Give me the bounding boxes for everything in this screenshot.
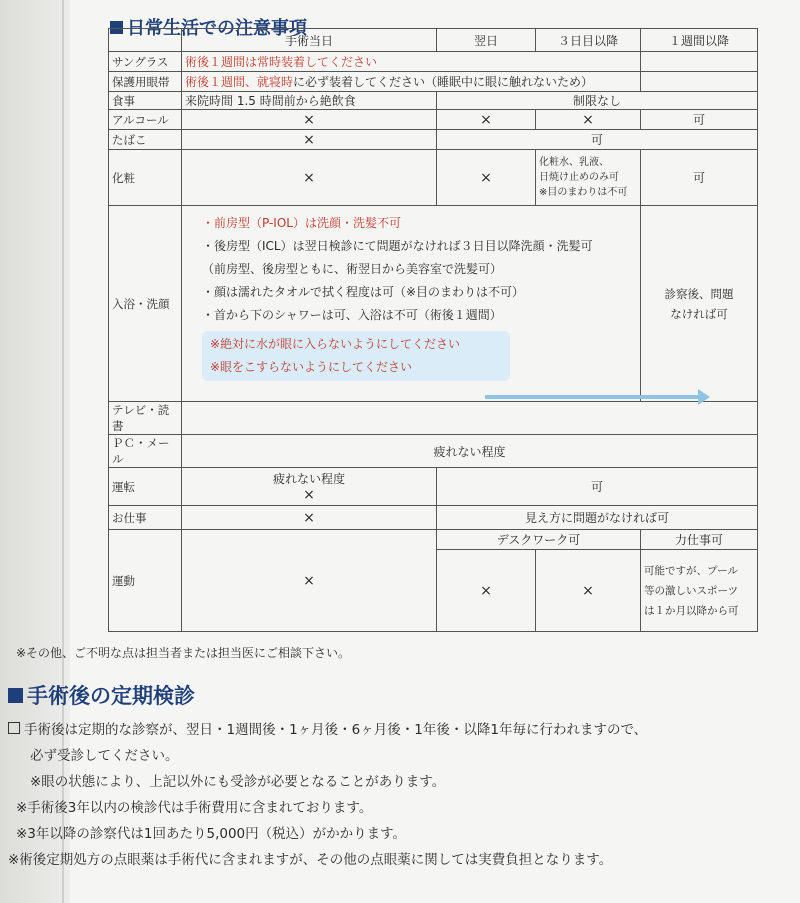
row-label-sport: 運動 <box>109 530 182 632</box>
highlight-arrow <box>485 395 700 399</box>
makeup-day3-line3: ※目のまわりは不可 <box>539 187 628 198</box>
meal-day0: 来院時間 1.5 時間前から絶飲食 <box>182 92 437 110</box>
eyeband-red: 術後１週間、就寝時 <box>185 75 294 89</box>
row-label-eyeband: 保護用眼帯 <box>109 72 182 92</box>
daily-life-title: 日常生活での注意事項 <box>127 18 307 39</box>
makeup-week: 可 <box>641 150 758 206</box>
table-row <box>109 435 758 468</box>
table-row <box>109 506 758 530</box>
makeup-day3 <box>536 150 641 206</box>
drive-day0 <box>182 468 437 506</box>
table-row <box>109 72 758 92</box>
precautions-table <box>108 28 758 632</box>
work-day0: × <box>182 506 437 530</box>
sport-week-line1: 可能ですが、プール <box>644 564 738 577</box>
bath-line3: （前房型、後房型ともに、術翌日から美容室で洗髪可） <box>202 262 503 276</box>
bath-line2: ・後房型（ICL）は翌日検診にて問題がなければ３日目以降洗顔・洗髪可 <box>202 239 593 253</box>
sport-desk: デスクワーク可 <box>437 530 641 550</box>
makeup-day3-line2: 日焼け止めのみ可 <box>539 172 619 183</box>
heading-square-icon <box>8 688 23 703</box>
bath-warning1: ※絶対に水が眼に入らないようにしてください <box>210 337 461 351</box>
tobacco-after: 可 <box>437 130 758 150</box>
row-label-meal: 食事 <box>109 92 182 110</box>
row-label-tobacco: たばこ <box>109 130 182 150</box>
drive-after: 可 <box>437 468 758 506</box>
bath-line1: ・前房型（P-IOL）は洗顔・洗髪不可 <box>202 216 401 230</box>
table-header-row <box>109 29 758 52</box>
sport-week <box>641 550 758 632</box>
bath-line5: ・首から下のシャワーは可、入浴は不可（術後１週間） <box>202 308 502 322</box>
bath-details <box>182 206 641 402</box>
post-line6: ※術後定期処方の点眼薬は手術代に含まれますが、その他の点眼薬に関しては実費負担となります。 <box>8 852 613 868</box>
sunglasses-text: 術後１週間は常時装着してください <box>182 52 641 72</box>
footnote: ※その他、ご不明な点は担当者または担当医にご相談下さい。 <box>16 646 351 660</box>
work-after: 見え方に問題がなければ可 <box>437 506 758 530</box>
table-row <box>109 206 758 402</box>
checkbox-icon <box>8 722 20 734</box>
sport-day0: × <box>182 530 437 632</box>
table-row <box>109 92 758 110</box>
row-label-sunglasses: サングラス <box>109 52 182 72</box>
bath-week-line2: なければ可 <box>670 306 728 321</box>
row-label-bath: 入浴・洗顔 <box>109 206 182 402</box>
makeup-day0: × <box>182 150 437 206</box>
post-line5: ※3年以降の診察代は1回あたり5,000円（税込）がかかります。 <box>16 826 407 842</box>
table-row <box>109 530 758 550</box>
row-label-makeup: 化粧 <box>109 150 182 206</box>
table-row <box>109 110 758 130</box>
post-checkup-body <box>8 717 647 873</box>
makeup-day3-line1: 化粧水、乳液、 <box>539 157 609 168</box>
header-week: １週間以降 <box>641 29 758 52</box>
post-line4: ※手術後3年以内の検診代は手術費用に含まれております。 <box>16 800 373 816</box>
sport-day1: × <box>437 550 536 632</box>
alcohol-day0: × <box>182 110 437 130</box>
row-label-drive: 運転 <box>109 468 182 506</box>
empty-cell <box>641 72 758 92</box>
eyeband-rest: に必ず装着してください（睡眠中に眼に触れないため） <box>293 75 594 89</box>
table-row <box>109 52 758 72</box>
tobacco-day0: × <box>182 130 437 150</box>
post-line1-text: 手術後は定期的な診察が、翌日・1週間後・1ヶ月後・6ヶ月後・1年後・以降1年毎に行われますので、 <box>24 722 648 738</box>
table-row <box>109 150 758 206</box>
meal-after: 制限なし <box>437 92 758 110</box>
drive-day0-text: 疲れない程度 <box>272 472 345 486</box>
bath-week-line1: 診察後、問題 <box>664 286 734 301</box>
post-line1 <box>8 717 647 743</box>
empty-cell <box>641 52 758 72</box>
post-line2: 必ず受診してください。 <box>30 748 179 764</box>
header-day1: 翌日 <box>437 29 536 52</box>
tv-cell <box>182 402 758 435</box>
makeup-day1: × <box>437 150 536 206</box>
sport-day3: × <box>536 550 641 632</box>
row-label-tv: テレビ・読書 <box>109 402 182 435</box>
row-label-work: お仕事 <box>109 506 182 530</box>
eyeband-text <box>182 72 641 92</box>
header-blank <box>109 29 182 52</box>
post-checkup-title: 手術後の定期検診 <box>27 684 195 708</box>
bath-week <box>641 206 758 402</box>
alcohol-week: 可 <box>641 110 758 130</box>
table-row <box>109 402 758 435</box>
bath-warning2: ※眼をこすらないようにしてください <box>210 360 413 374</box>
post-checkup-heading <box>8 680 195 710</box>
row-label-alcohol: アルコール <box>109 110 182 130</box>
sport-week-line2: 等の激しいスポーツ <box>644 584 739 597</box>
arrow-head-icon <box>698 389 710 405</box>
row-label-pc: ＰＣ・メール <box>109 435 182 468</box>
bath-line4: ・顔は濡れたタオルで拭く程度は可（※目のまわりは不可） <box>202 285 525 299</box>
drive-day0-x: × <box>303 487 315 503</box>
header-day3: ３日目以降 <box>536 29 641 52</box>
table-row <box>109 130 758 150</box>
sport-week-line3: は１か月以降から可 <box>644 604 739 617</box>
sport-heavy: 力仕事可 <box>641 530 758 550</box>
alcohol-day3: × <box>536 110 641 130</box>
pc-text: 疲れない程度 <box>182 435 758 468</box>
bath-highlight <box>202 331 510 381</box>
alcohol-day1: × <box>437 110 536 130</box>
post-line3: ※眼の状態により、上記以外にも受診が必要となることがあります。 <box>30 774 446 790</box>
header-day0: 手術当日 <box>182 29 437 52</box>
table-row <box>109 468 758 506</box>
